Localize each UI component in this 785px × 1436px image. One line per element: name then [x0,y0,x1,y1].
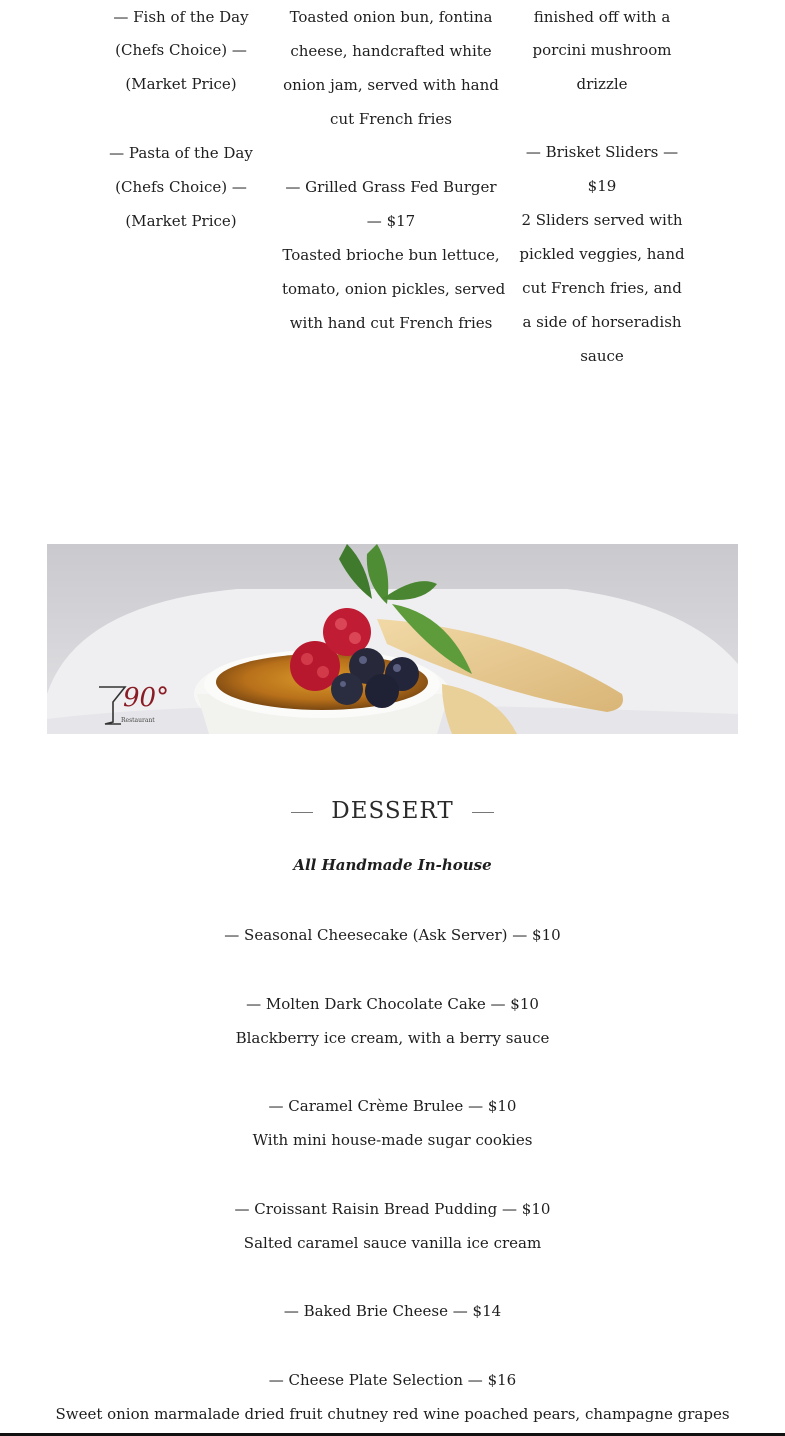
entree-fish-line-2: (Chefs Choice) — [115,41,247,59]
entree-burger-price: — $17 [366,212,416,230]
entree-sliders-description: pickled veggies, hand [519,245,685,263]
entree-burger-description: tomato, onion pickles, served [282,280,506,298]
entree-sliders-description: cut French fries, and [522,279,682,297]
entree-description-line: Toasted onion bun, fontina [289,8,493,26]
dessert-banner-image [47,544,738,734]
entree-fish-line-1: — Fish of the Day [113,8,249,26]
dessert-item-description: Sweet onion marmalade dried fruit chutney red wine poached pears, champagne grapes [55,1405,730,1423]
title-dash-left [291,812,313,813]
entree-burger-description: Toasted brioche bun lettuce, [282,246,500,264]
entree-pasta-line-3: (Market Price) [125,212,237,230]
entree-description-line: porcini mushroom [532,41,672,59]
dessert-item-description: Blackberry ice cream, with a berry sauce [235,1029,550,1047]
entree-description-line: cut French fries [330,110,452,128]
dessert-item-title: — Caramel Crème Brulee — $10 [268,1097,517,1115]
dessert-item-description: Salted caramel sauce vanilla ice cream [243,1234,542,1252]
entree-sliders-price: $19 [587,177,617,195]
entree-description-line: finished off with a [533,8,671,26]
dessert-item-title: — Croissant Raisin Bread Pudding — $10 [234,1200,551,1218]
entree-sliders-description: a side of horseradish [522,313,682,331]
entree-sliders-description: sauce [580,347,624,365]
entree-description-line: onion jam, served with hand [283,76,499,94]
entree-description-line: drizzle [576,75,628,93]
restaurant-logo [123,684,169,712]
title-dash-right [472,812,494,813]
entree-fish-line-3: (Market Price) [125,75,237,93]
entree-description-line: cheese, handcrafted white [290,42,492,60]
dessert-item-title: — Seasonal Cheesecake (Ask Server) — $10 [224,926,561,944]
dessert-item-title: — Molten Dark Chocolate Cake — $10 [246,995,539,1013]
entree-pasta-line-2: (Chefs Choice) — [115,178,247,196]
entree-burger-description: with hand cut French fries [289,314,493,332]
dessert-section-title [0,798,785,824]
entree-burger-title: — Grilled Grass Fed Burger [285,178,497,196]
entree-sliders-title: — Brisket Sliders — [525,143,679,161]
dessert-item-title: — Baked Brie Cheese — $14 [283,1302,502,1320]
dessert-title-text: DESSERT [331,798,454,824]
dessert-subtitle: All Handmade In-house [293,856,492,874]
dessert-item-description: With mini house-made sugar cookies [252,1131,533,1149]
logo-text: 90° [123,683,170,713]
entree-pasta-line-1: — Pasta of the Day [109,144,253,162]
logo-subtext: Restaurant [121,717,155,724]
dessert-item-title: — Cheese Plate Selection — $16 [268,1371,517,1389]
entree-sliders-description: 2 Sliders served with [521,211,683,229]
